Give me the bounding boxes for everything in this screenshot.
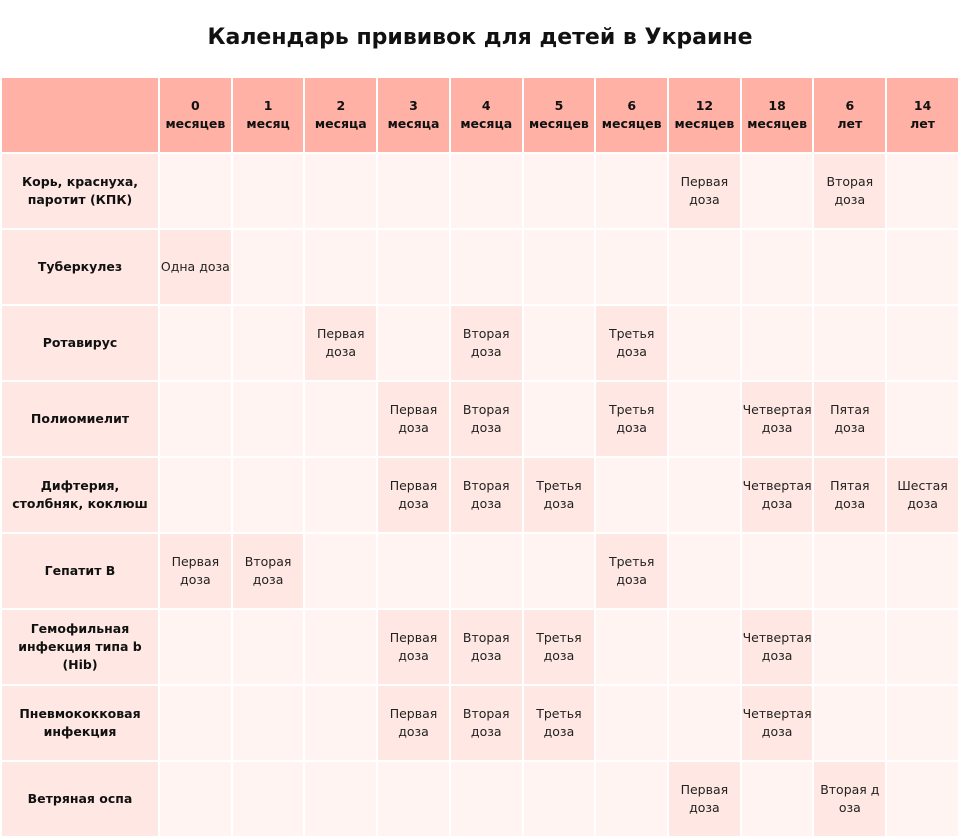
row-hepatitis-b xyxy=(2,534,958,608)
age-number: 14 xyxy=(913,98,932,113)
vaccine-name: Гемофильная инфекция типа b (Hib) xyxy=(2,610,158,684)
header-age-18-months xyxy=(742,78,813,152)
row-polio xyxy=(2,382,958,456)
dose-cell xyxy=(160,762,231,836)
dose-cell xyxy=(524,154,595,228)
dose-cell: Четвертая доза xyxy=(742,610,813,684)
dose-cell xyxy=(378,306,449,380)
dose-cell xyxy=(669,534,740,608)
age-unit: лет xyxy=(910,116,936,131)
dose-cell: Третья доза xyxy=(596,382,667,456)
dose-cell: Первая доза xyxy=(305,306,376,380)
dose-cell: Третья доза xyxy=(524,686,595,760)
dose-cell: Первая доза xyxy=(378,610,449,684)
dose-cell xyxy=(887,762,958,836)
vaccine-name: Полиомиелит xyxy=(2,382,158,456)
dose-cell xyxy=(160,610,231,684)
header-age-4-months xyxy=(451,78,522,152)
dose-cell xyxy=(887,306,958,380)
dose-cell xyxy=(160,154,231,228)
dose-cell xyxy=(378,534,449,608)
row-hib xyxy=(2,610,958,684)
dose-cell xyxy=(596,154,667,228)
vaccine-name: Гепатит В xyxy=(2,534,158,608)
dose-cell: Четвертая доза xyxy=(742,458,813,532)
age-number: 12 xyxy=(695,98,714,113)
dose-cell: Первая доза xyxy=(378,382,449,456)
dose-cell xyxy=(233,382,304,456)
dose-cell: Одна доза xyxy=(160,230,231,304)
vaccine-name: Корь, краснуха, паротит (КПК) xyxy=(2,154,158,228)
age-number: 4 xyxy=(481,98,491,113)
table-header xyxy=(2,78,958,152)
dose-cell: Первая доза xyxy=(378,686,449,760)
dose-cell xyxy=(233,230,304,304)
dose-cell xyxy=(596,458,667,532)
dose-cell xyxy=(887,382,958,456)
dose-cell xyxy=(378,154,449,228)
dose-cell xyxy=(669,458,740,532)
age-unit: месяцев xyxy=(674,116,735,131)
age-unit: месяца xyxy=(387,116,440,131)
dose-cell xyxy=(596,762,667,836)
dose-cell: Пятая доза xyxy=(814,458,885,532)
dose-cell xyxy=(669,610,740,684)
dose-cell: Третья доза xyxy=(596,306,667,380)
dose-cell xyxy=(451,230,522,304)
dose-cell xyxy=(233,154,304,228)
dose-cell xyxy=(742,534,813,608)
age-unit: месяцев xyxy=(165,116,226,131)
dose-cell xyxy=(814,686,885,760)
title-area xyxy=(0,0,960,76)
vaccine-name: Туберкулез xyxy=(2,230,158,304)
dose-cell xyxy=(524,382,595,456)
dose-cell xyxy=(596,686,667,760)
dose-cell: Вторая доза xyxy=(451,382,522,456)
header-age-14-years xyxy=(887,78,958,152)
header-age-1-month xyxy=(233,78,304,152)
dose-cell xyxy=(305,686,376,760)
row-chickenpox xyxy=(2,762,958,836)
vaccine-name: Ветряная оспа xyxy=(2,762,158,836)
row-rotavirus xyxy=(2,306,958,380)
header-corner-cell xyxy=(2,78,158,152)
dose-cell xyxy=(524,762,595,836)
dose-cell xyxy=(742,306,813,380)
dose-cell xyxy=(596,610,667,684)
dose-cell xyxy=(524,230,595,304)
dose-cell xyxy=(524,306,595,380)
header-age-5-months xyxy=(524,78,595,152)
dose-cell xyxy=(524,534,595,608)
dose-cell xyxy=(814,230,885,304)
dose-cell xyxy=(887,686,958,760)
dose-cell xyxy=(233,610,304,684)
dose-cell xyxy=(451,154,522,228)
age-number: 5 xyxy=(554,98,564,113)
dose-cell xyxy=(233,686,304,760)
age-number: 0 xyxy=(191,98,200,113)
dose-cell xyxy=(451,534,522,608)
dose-cell xyxy=(742,762,813,836)
dose-cell xyxy=(887,534,958,608)
dose-cell: Вторая доза xyxy=(451,306,522,380)
dose-cell: Вторая доза xyxy=(233,534,304,608)
dose-cell: Шестая доза xyxy=(887,458,958,532)
dose-cell xyxy=(451,762,522,836)
header-age-3-months xyxy=(378,78,449,152)
dose-cell: Первая доза xyxy=(669,154,740,228)
dose-cell xyxy=(233,306,304,380)
dose-cell xyxy=(887,230,958,304)
dose-cell xyxy=(160,306,231,380)
dose-cell xyxy=(160,458,231,532)
age-unit: месяц xyxy=(246,116,290,131)
dose-cell xyxy=(305,534,376,608)
dose-cell xyxy=(669,382,740,456)
dose-cell xyxy=(742,154,813,228)
dose-cell xyxy=(305,154,376,228)
dose-cell xyxy=(233,762,304,836)
vaccine-name: Пневмококковая инфекция xyxy=(2,686,158,760)
vaccine-name: Ротавирус xyxy=(2,306,158,380)
age-number: 18 xyxy=(768,98,786,113)
dose-cell: Третья доза xyxy=(524,610,595,684)
dose-cell xyxy=(305,382,376,456)
dose-cell xyxy=(814,610,885,684)
dose-cell: Первая доза xyxy=(160,534,231,608)
age-unit: месяцев xyxy=(529,116,589,131)
dose-cell: Вторая д оза xyxy=(814,762,885,836)
header-age-12-months xyxy=(669,78,740,152)
dose-cell: Вторая доза xyxy=(451,458,522,532)
header-age-2-months xyxy=(305,78,376,152)
dose-cell xyxy=(233,458,304,532)
header-row xyxy=(2,78,958,152)
dose-cell: Первая доза xyxy=(378,458,449,532)
age-unit: лет xyxy=(837,116,863,131)
age-number: 2 xyxy=(336,98,346,113)
age-unit: месяцев xyxy=(747,116,807,131)
dose-cell xyxy=(596,230,667,304)
dose-cell: Третья доза xyxy=(524,458,595,532)
age-number: 6 xyxy=(627,98,637,113)
dose-cell: Вторая доза xyxy=(814,154,885,228)
dose-cell: Четвертая доза xyxy=(742,382,813,456)
age-unit: месяца xyxy=(460,116,513,131)
dose-cell xyxy=(669,230,740,304)
dose-cell: Третья доза xyxy=(596,534,667,608)
dose-cell xyxy=(305,458,376,532)
dose-cell: Вторая доза xyxy=(451,610,522,684)
header-age-6-years xyxy=(814,78,885,152)
age-number: 6 xyxy=(845,98,855,113)
row-mmr xyxy=(2,154,958,228)
dose-cell: Четвертая доза xyxy=(742,686,813,760)
age-number: 3 xyxy=(409,98,418,113)
row-tuberculosis xyxy=(2,230,958,304)
dose-cell xyxy=(160,382,231,456)
table-body xyxy=(2,154,958,836)
row-pneumococcal xyxy=(2,686,958,760)
dose-cell: Первая доза xyxy=(669,762,740,836)
dose-cell xyxy=(305,762,376,836)
dose-cell: Вторая доза xyxy=(451,686,522,760)
dose-cell xyxy=(887,610,958,684)
dose-cell xyxy=(160,686,231,760)
dose-cell xyxy=(378,230,449,304)
dose-cell xyxy=(669,306,740,380)
dose-cell xyxy=(669,686,740,760)
vaccination-schedule-table xyxy=(0,76,960,838)
dose-cell xyxy=(742,230,813,304)
dose-cell xyxy=(887,154,958,228)
dose-cell xyxy=(305,610,376,684)
dose-cell: Пятая доза xyxy=(814,382,885,456)
dose-cell xyxy=(305,230,376,304)
vaccine-name: Дифтерия, столбняк, коклюш xyxy=(2,458,158,532)
age-unit: месяцев xyxy=(601,116,662,131)
dose-cell xyxy=(814,306,885,380)
header-age-0-months xyxy=(160,78,231,152)
age-unit: месяца xyxy=(314,116,367,131)
age-number: 1 xyxy=(263,98,273,113)
dose-cell xyxy=(378,762,449,836)
row-dtp xyxy=(2,458,958,532)
page-title: Календарь прививок для детей в Украине xyxy=(207,25,753,50)
header-age-6-months xyxy=(596,78,667,152)
dose-cell xyxy=(814,534,885,608)
